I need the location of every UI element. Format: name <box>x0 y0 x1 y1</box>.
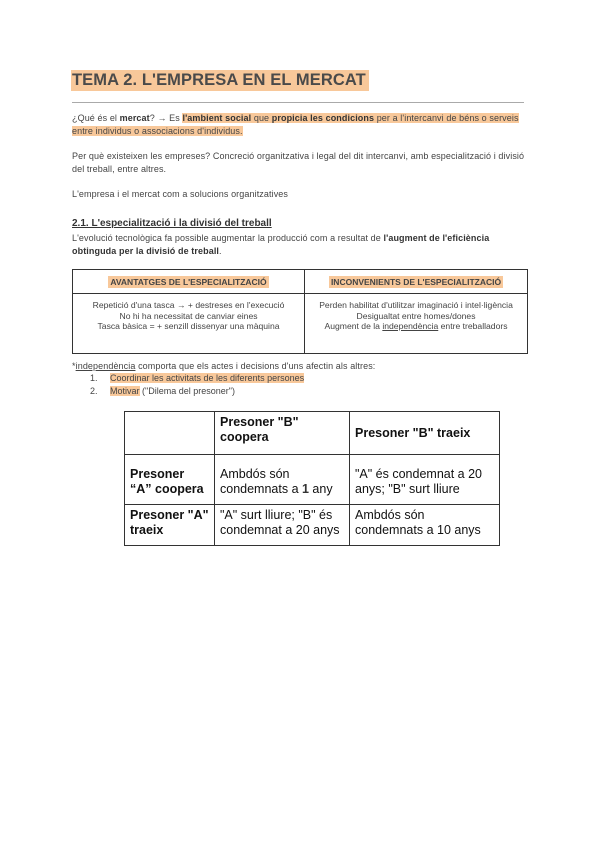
market-definition: ¿Qué és el mercat? → Es l'ambient social que propicia les condicions per a l'intercanvi de béns o serveis entre individus o associacions d'individus. <box>72 113 519 136</box>
cell-a-coop-b-betray: "A" és condemnat a 20 anys; "B" surt lliure <box>350 455 500 505</box>
section-heading: 2.1. L'especialització i la divisió del treball <box>72 218 272 229</box>
row-header-a-coopera: Presoner “A” coopera <box>125 455 215 505</box>
independence-note: *independència comporta que els actes i decisions d'uns afectin als altres: <box>72 361 376 371</box>
disadvantages-header: INCONVENIENTS DE L'ESPECIALITZACIÓ <box>305 270 528 294</box>
advantages-cell: Repetició d'una tasca → + destreses en l'execució No hi ha necessitat de canviar eines Tasca bàsica = + senzill dissenyar una màquina <box>73 294 305 354</box>
row-header-a-traeix: Presoner "A" traeix <box>125 505 215 546</box>
list-item: 1. Coordinar les activitats de les diferents persones <box>90 373 305 383</box>
empty-corner-cell <box>125 412 215 455</box>
col-header-b-coopera: Presoner "B" coopera <box>215 412 350 455</box>
prisoners-dilemma-table <box>124 411 500 546</box>
col-header-b-traeix: Presoner "B" traeix <box>350 412 500 455</box>
page-title: TEMA 2. L'EMPRESA EN EL MERCAT <box>71 70 369 91</box>
advantages-header: AVANTATGES DE L'ESPECIALITZACIÓ <box>73 270 305 294</box>
disadvantages-cell: Perden habilitat d'utilitzar imaginació i intel·ligència Desigualtat entre homes/dones Augment de la independència entre treballadors <box>305 294 528 354</box>
consequences-list <box>72 372 304 397</box>
evolution-text: L'evolució tecnològica fa possible augmentar la producció com a resultat de l'augment de l'eficiència obtinguda per la divisió de treball. <box>72 233 490 256</box>
cell-a-betray-b-coop: "A" surt lliure; "B" és condemnat a 20 anys <box>215 505 350 546</box>
why-companies-text: Per què existeixen les empreses? Concreció organitzativa i legal del dit intercanvi, amb especialització i divisió del treball, entre altres. <box>72 151 525 174</box>
organizational-solutions-text: L'empresa i el mercat com a solucions organitzatives <box>72 189 289 199</box>
definition-highlight: l'ambient social que propicia les condicions per a l'intercanvi de béns o serveis entre individus o associacions d'individus. <box>72 113 519 136</box>
title-divider <box>72 102 524 103</box>
list-item: 2. Motivar ("Dilema del presoner") <box>90 385 235 396</box>
cell-both-betray: Ambdós són condemnats a 10 anys <box>350 505 500 546</box>
cell-both-cooperate: Ambdós són condemnats a 1 any <box>215 455 350 505</box>
specialization-table <box>72 269 528 354</box>
